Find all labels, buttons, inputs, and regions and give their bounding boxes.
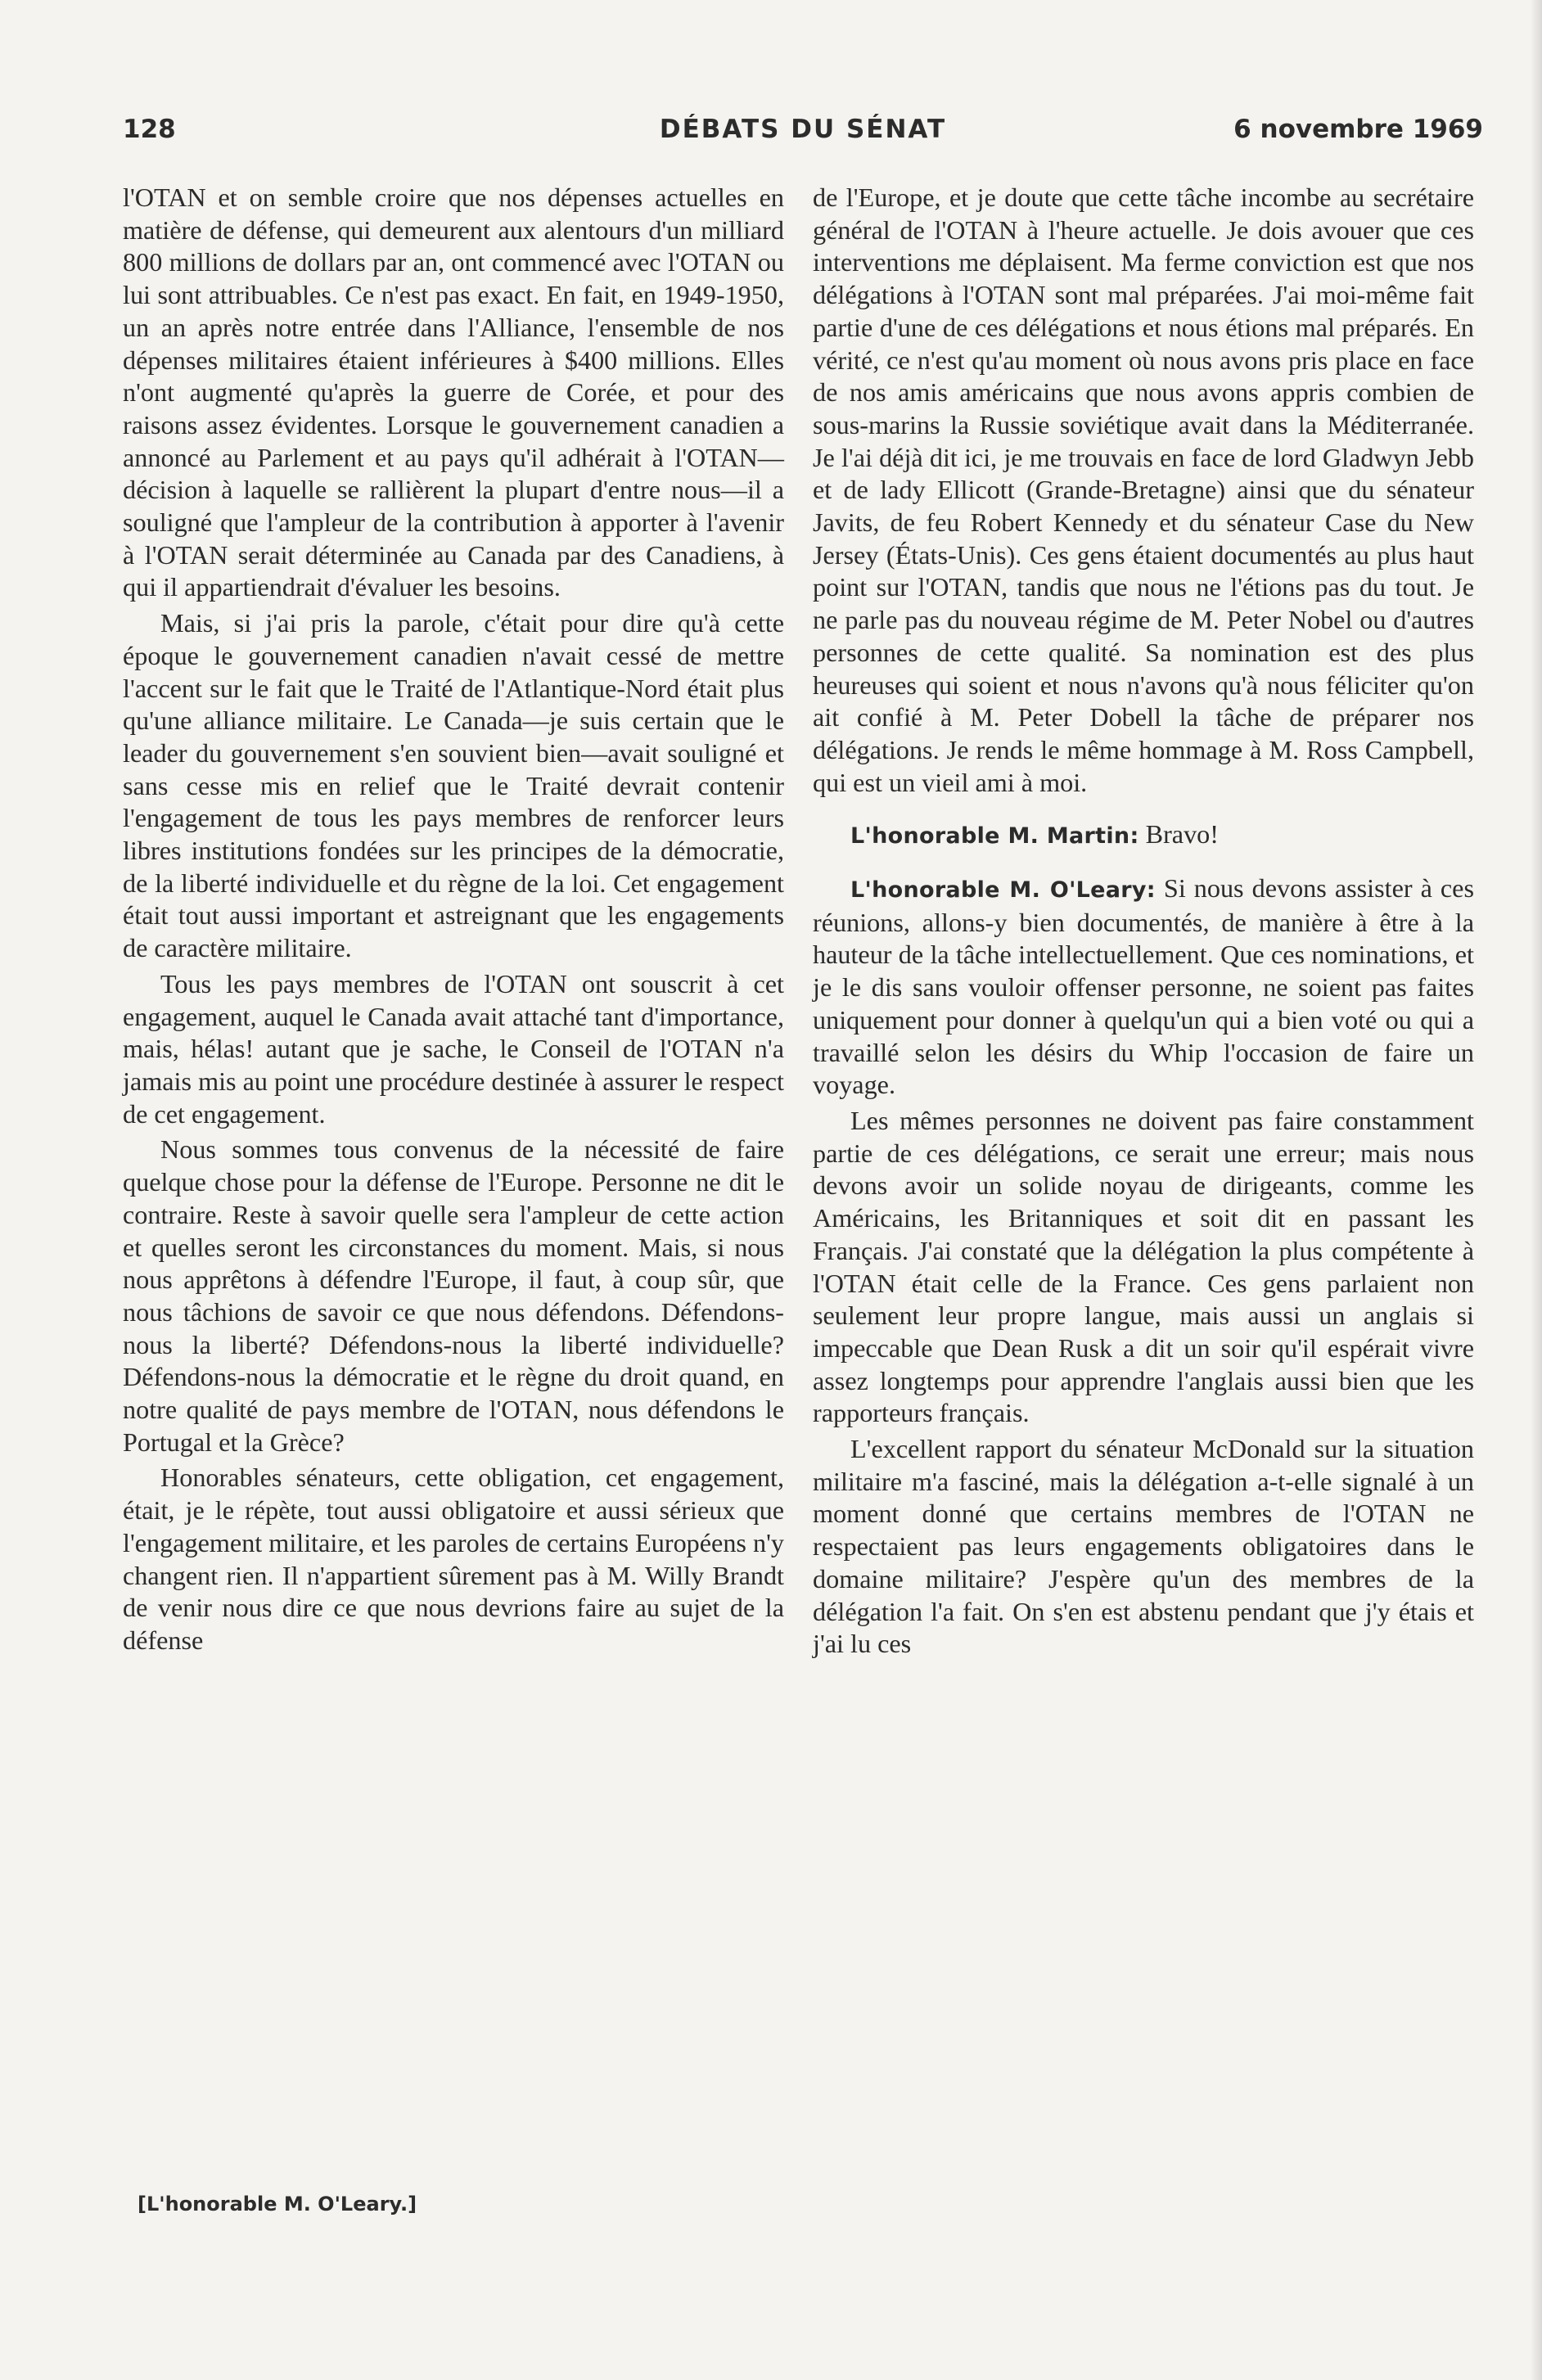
right-column bbox=[813, 182, 1474, 2211]
left-paragraph-5: Honorables sénateurs, cette obligation, cet engagement, était, je le répète, tout aussi obligatoire et aussi sérieux que l'engagement militaire, et les paroles de certains Européens n'y changent rien. Il n'appartient sûrement pas à M. Willy Brandt de venir nous dire ce que nous devrions faire au sujet de la défense bbox=[123, 1463, 784, 1655]
speaker-name-oleary: L'honorable M. O'Leary: bbox=[850, 877, 1156, 904]
left-column bbox=[123, 182, 784, 2211]
speaker-martin-text: Bravo! bbox=[1138, 819, 1219, 850]
left-paragraph-4: Nous sommes tous convenus de la nécessité de faire quelque chose pour la défense de l'Europe. Personne ne dit le contraire. Reste à savoir quelle sera l'ampleur de cette action et quelles seront les circonstances du moment. Mais, si nous nous apprêtons à défendre l'Europe, il faut, à coup sûr, que nous tâchions de savoir ce que nous défendons. Défendons-nous la liberté? Défendons-nous la liberté individuelle? Défendons-nous la démocratie et le règne du droit quand, en notre qualité de pays membre de l'OTAN, nous défendons le Portugal et la Grèce? bbox=[123, 1134, 784, 1457]
page-edge-shadow bbox=[1531, 0, 1542, 2380]
left-paragraph-3: Tous les pays membres de l'OTAN ont souscrit à cet engagement, auquel le Canada avait attaché tant d'importance, mais, hélas! autant que je sache, le Conseil de l'OTAN n'a jamais mis au point une procédure destinée à assurer le respect de cet engagement. bbox=[123, 968, 784, 1129]
page-header bbox=[123, 115, 1483, 152]
right-paragraph-2: Les mêmes personnes ne doivent pas faire constamment partie de ces délégations, ce serait une erreur; mais nous devons avoir un solide noyau de dirigeants, comme les Américains, les Britanniques et soit dit en passant les Français. J'ai constaté que la délégation la plus compétente à l'OTAN était celle de la France. Ces gens parlaient non seulement leur propre langue, mais aussi un anglais si impeccable que Dean Rusk a dit un soir qu'il espérait vivre assez longtemps pour apprendre l'anglais aussi bien que les rapporteurs français. bbox=[813, 1105, 1474, 1428]
issue-date: 6 novembre 1969 bbox=[1233, 115, 1483, 144]
left-paragraph-2: Mais, si j'ai pris la parole, c'était pour dire qu'à cette époque le gouvernement canadien n'avait cessé de mettre l'accent sur le fait que le Traité de l'Atlantique-Nord était plus qu'une alliance militaire. Le Canada—je suis certain que le leader du gouvernement s'en souvient bien—avait souligné et sans cesse mis en relief que le Traité devrait contenir l'engagement de tous les pays membres de renforcer leurs libres institutions fondées sur les principes de la démocratie, de la liberté individuelle et du règne de la loi. Cet engagement était tout aussi important et astreignant que les engagements de caractère militaire. bbox=[123, 608, 784, 963]
speaker-oleary-paragraph bbox=[813, 872, 1474, 1102]
left-paragraph-1: l'OTAN et on semble croire que nos dépenses actuelles en matière de défense, qui demeurent aux alentours d'un milliard 800 millions de dollars par an, ont commencé avec l'OTAN ou lui sont attribuables. Ce n'est pas exact. En fait, en 1949-1950, un an après notre entrée dans l'Alliance, l'ensemble de nos dépenses militaires étaient inférieures à $400 millions. Elles n'ont augmenté qu'après la guerre de Corée, et pour des raisons assez évidentes. Lorsque le gouvernement canadien a annoncé au Parlement et au pays qu'il adhérait à l'OTAN—décision à laquelle se rallièrent la plupart d'entre nous—il a souligné que l'ampleur de la contribution à apporter à l'avenir à l'OTAN serait déterminée au Canada par des Canadiens, à qui il appartiendrait d'évaluer les besoins. bbox=[123, 183, 784, 602]
right-paragraph-1: de l'Europe, et je doute que cette tâche incombe au secrétaire général de l'OTAN à l'heure actuelle. Je dois avouer que ces interventions me déplaisent. Ma ferme conviction est que nos délégations à l'OTAN sont mal préparées. J'ai moi-même fait partie d'une de ces délégations et nous étions mal préparés. En vérité, ce n'est qu'au moment où nous avons pris place en face de nos amis américains que nous avons appris combien de sous-marins la Russie soviétique avait dans la Méditerranée. Je l'ai déjà dit ici, je me trouvais en face de lord Gladwyn Jebb et de lady Ellicott (Grande-Bretagne) ainsi que du sénateur Javits, de feu Robert Kennedy et du sénateur Case du New Jersey (États-Unis). Ces gens étaient documentés au plus haut point sur l'OTAN, tandis que nous ne l'étions pas du tout. Je ne parle pas du nouveau régime de M. Peter Nobel ou d'autres personnes de cette qualité. Sa nomination est des plus heureuses qui soient et nous n'avons qu'à nous féliciter qu'on ait confié à M. Peter Dobell la tâche de préparer nos délégations. Je rends le même hommage à M. Ross Campbell, qui est un vieil ami à moi. bbox=[813, 183, 1474, 797]
speaker-name-martin: L'honorable M. Martin: bbox=[850, 823, 1139, 850]
speaker-martin-paragraph bbox=[813, 818, 1474, 853]
publication-title: DÉBATS DU SÉNAT bbox=[659, 115, 947, 144]
running-speaker-note: [L'honorable M. O'Leary.] bbox=[138, 2193, 417, 2215]
speaker-oleary-text: Si nous devons assister à ces réunions, allons-y bien documentés, de manière à être à la hauteur de la tâche intellectuellement. Que ces nominations, et je le dis sans vouloir offenser personne, ne soient pas faites uniquement pour donner à quelqu'un qui a bien voté ou qui a travaillé selon les désirs du Whip l'occasion de faire un voyage. bbox=[813, 873, 1474, 1100]
right-paragraph-3: L'excellent rapport du sénateur McDonald sur la situation militaire m'a fasciné, mais la délégation a-t-elle signalé à un moment donné que certains membres de l'OTAN ne respectaient pas leurs engagements obligatoires dans le domaine militaire? J'espère qu'un des membres de la délégation l'a fait. On s'en est abstenu pendant que j'y étais et j'ai lu ces bbox=[813, 1434, 1474, 1659]
page-number: 128 bbox=[123, 115, 176, 144]
